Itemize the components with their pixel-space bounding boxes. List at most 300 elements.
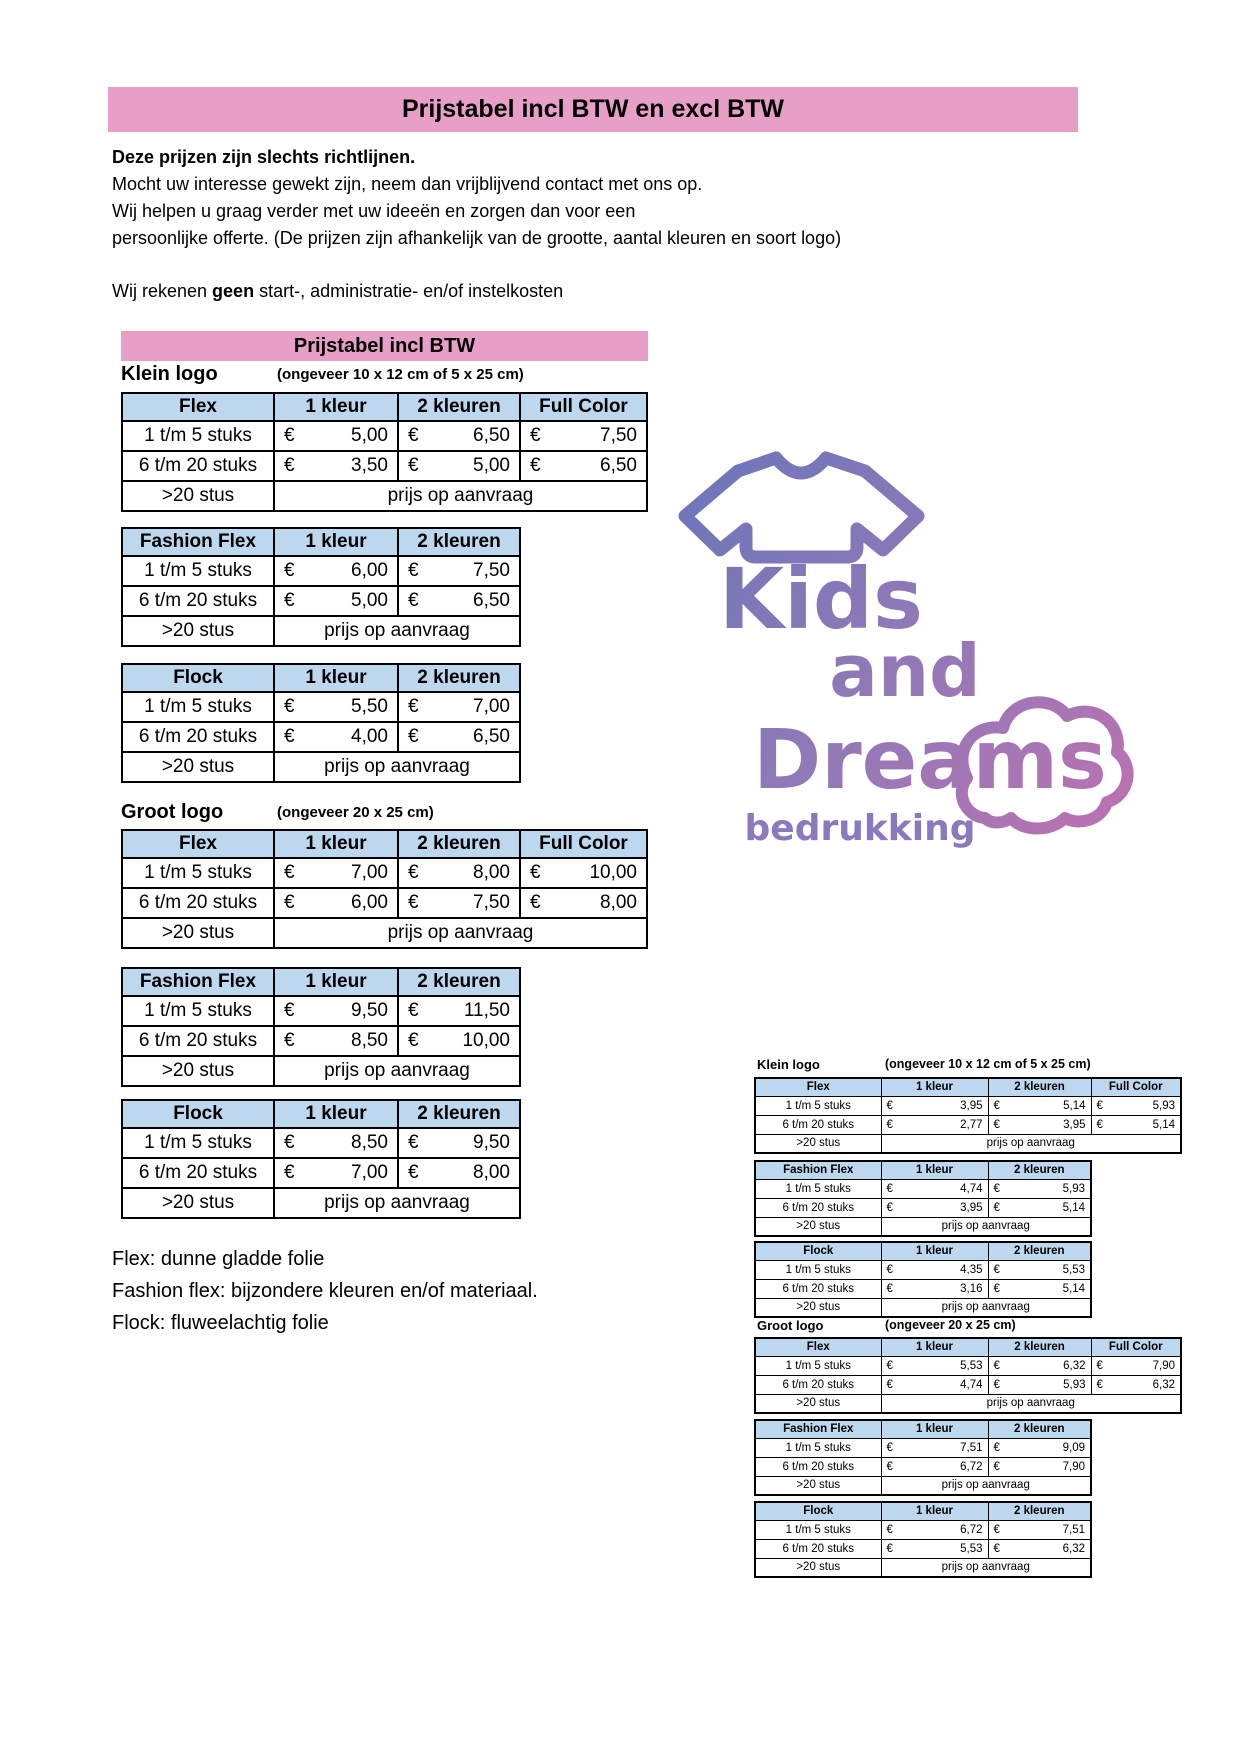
price-cell (881, 1438, 988, 1457)
price-cell (1091, 1096, 1181, 1115)
price-value: 5,50 (351, 696, 388, 717)
euro-sign: € (886, 1378, 893, 1391)
quantity-row-label: 1 t/m 5 stuks (122, 1128, 274, 1158)
price-on-request-cell: prijs op aanvraag (881, 1217, 1091, 1236)
column-header: 1 kleur (274, 1100, 398, 1128)
price-table (121, 1099, 521, 1219)
table-incl-groot-fashion-flex (121, 967, 521, 1087)
legend-flex: Flex: dunne gladde folie (112, 1248, 325, 1270)
table-excl-klein-flock (754, 1241, 1092, 1318)
quantity-row-label: 1 t/m 5 stuks (122, 556, 274, 586)
price-value: 11,50 (463, 1000, 510, 1021)
price-cell (881, 1096, 988, 1115)
euro-sign: € (886, 1359, 893, 1372)
quantity-more-label: >20 stus (755, 1476, 881, 1495)
price-cell (988, 1096, 1091, 1115)
price-value: 5,00 (473, 455, 510, 476)
price-cell (274, 1158, 398, 1188)
price-cell (274, 556, 398, 586)
price-value: 6,50 (473, 425, 510, 446)
price-cell (398, 722, 520, 752)
caption-size-note: (ongeveer 20 x 25 cm) (885, 1318, 1016, 1332)
quantity-more-label: >20 stus (122, 1056, 274, 1086)
table-excl-klein-flex (754, 1077, 1182, 1154)
price-cell (881, 1457, 988, 1476)
column-header: 1 kleur (881, 1161, 988, 1179)
price-value: 8,50 (351, 1030, 388, 1051)
price-cell (398, 556, 520, 586)
fees-suffix: start-, administratie- en/of instelkosten (254, 281, 564, 301)
table-excl-groot-fashion-flex (754, 1419, 1092, 1496)
logo-word-kids: Kids (718, 550, 924, 648)
euro-sign: € (530, 892, 541, 913)
column-header: 2 kleuren (988, 1242, 1091, 1260)
price-cell (881, 1520, 988, 1539)
price-cell (881, 1539, 988, 1558)
price-cell (881, 1356, 988, 1375)
quantity-more-label: >20 stus (755, 1394, 881, 1413)
euro-sign: € (993, 1201, 1000, 1214)
euro-sign: € (993, 1378, 1000, 1391)
quantity-row-label: 1 t/m 5 stuks (755, 1260, 881, 1279)
fees-bold-word: geen (212, 281, 255, 301)
euro-sign: € (284, 726, 295, 747)
price-cell (398, 858, 520, 888)
price-value: 6,50 (600, 455, 637, 476)
column-header: 1 kleur (881, 1078, 988, 1096)
price-cell (1091, 1115, 1181, 1134)
euro-sign: € (530, 455, 541, 476)
price-cell (520, 451, 647, 481)
euro-sign: € (886, 1282, 893, 1295)
price-cell (398, 586, 520, 616)
caption-label: Klein logo (757, 1057, 820, 1072)
price-value: 6,50 (473, 590, 510, 611)
euro-sign: € (408, 455, 419, 476)
caption-label: Klein logo (121, 363, 218, 385)
euro-sign: € (284, 1162, 295, 1183)
price-cell (274, 1026, 398, 1056)
price-value: 2,77 (960, 1118, 983, 1131)
price-value: 7,51 (960, 1441, 983, 1454)
price-cell (988, 1115, 1091, 1134)
price-cell (274, 722, 398, 752)
price-value: 5,53 (960, 1542, 983, 1555)
price-table (754, 1241, 1092, 1318)
price-cell (398, 1128, 520, 1158)
quantity-row-label: 6 t/m 20 stuks (755, 1115, 881, 1134)
euro-sign: € (530, 862, 541, 883)
price-on-request-cell: prijs op aanvraag (881, 1298, 1091, 1317)
price-value: 7,90 (1152, 1359, 1175, 1372)
column-header: 2 kleuren (398, 664, 520, 692)
euro-sign: € (886, 1523, 893, 1536)
price-cell (274, 421, 398, 451)
euro-sign: € (886, 1441, 893, 1454)
euro-sign: € (1096, 1099, 1103, 1112)
price-value: 4,35 (960, 1263, 983, 1276)
price-cell (881, 1279, 988, 1298)
price-cell (398, 996, 520, 1026)
euro-sign: € (408, 726, 419, 747)
euro-sign: € (284, 560, 295, 581)
column-header: 2 kleuren (398, 968, 520, 996)
column-header: 1 kleur (274, 528, 398, 556)
price-cell (398, 1026, 520, 1056)
price-value: 3,95 (960, 1099, 983, 1112)
page-title: Prijstabel incl BTW en excl BTW (108, 87, 1078, 132)
quantity-more-label: >20 stus (122, 616, 274, 646)
price-cell (274, 586, 398, 616)
price-cell (988, 1375, 1091, 1394)
quantity-row-label: 1 t/m 5 stuks (755, 1179, 881, 1198)
table-excl-groot-flock (754, 1501, 1092, 1578)
column-header: 1 kleur (881, 1338, 988, 1356)
price-value: 5,53 (960, 1359, 983, 1372)
fees-prefix: Wij rekenen (112, 281, 213, 301)
column-header: 2 kleuren (398, 1100, 520, 1128)
legend-flock: Flock: fluweelachtig folie (112, 1312, 329, 1334)
euro-sign: € (886, 1460, 893, 1473)
euro-sign: € (886, 1263, 893, 1276)
table-incl-groot-flock (121, 1099, 521, 1219)
euro-sign: € (993, 1523, 1000, 1536)
price-value: 8,50 (351, 1132, 388, 1153)
euro-sign: € (530, 425, 541, 446)
price-cell (881, 1198, 988, 1217)
column-header: Full Color (520, 393, 647, 421)
euro-sign: € (886, 1201, 893, 1214)
price-table (121, 663, 521, 783)
price-value: 6,50 (473, 726, 510, 747)
caption-size-note: (ongeveer 10 x 12 cm of 5 x 25 cm) (885, 1057, 1091, 1071)
quantity-more-label: >20 stus (122, 918, 274, 948)
price-cell (274, 451, 398, 481)
price-on-request-cell: prijs op aanvraag (881, 1134, 1181, 1153)
euro-sign: € (993, 1118, 1000, 1131)
table-incl-groot-flex (121, 829, 648, 949)
price-cell (988, 1539, 1091, 1558)
price-table (754, 1160, 1092, 1237)
column-header: 1 kleur (274, 968, 398, 996)
price-cell (274, 996, 398, 1026)
euro-sign: € (993, 1263, 1000, 1276)
intro-line-guideline: Deze prijzen zijn slechts richtlijnen. (112, 147, 416, 167)
euro-sign: € (993, 1282, 1000, 1295)
price-cell (520, 888, 647, 918)
legend-fashion-flex: Fashion flex: bijzondere kleuren en/of materiaal. (112, 1280, 538, 1302)
column-header: 2 kleuren (988, 1078, 1091, 1096)
price-cell (398, 421, 520, 451)
price-cell (398, 1158, 520, 1188)
caption-size-note: (ongeveer 20 x 25 cm) (277, 804, 434, 821)
table-excl-klein-fashion-flex (754, 1160, 1092, 1237)
euro-sign: € (284, 1030, 295, 1051)
column-header: 2 kleuren (988, 1420, 1091, 1438)
price-value: 8,00 (600, 892, 637, 913)
quantity-row-label: 6 t/m 20 stuks (755, 1198, 881, 1217)
price-value: 3,95 (1063, 1118, 1086, 1131)
price-on-request-cell: prijs op aanvraag (881, 1476, 1091, 1495)
price-on-request-cell: prijs op aanvraag (274, 616, 520, 646)
euro-sign: € (284, 590, 295, 611)
euro-sign: € (993, 1359, 1000, 1372)
euro-sign: € (284, 1000, 295, 1021)
euro-sign: € (993, 1182, 1000, 1195)
price-value: 10,00 (589, 862, 637, 883)
intro-line-contact: Mocht uw interesse gewekt zijn, neem dan vrijblijvend contact met ons op. (112, 174, 703, 194)
quantity-more-label: >20 stus (122, 1188, 274, 1218)
column-header: Full Color (1091, 1338, 1181, 1356)
material-header: Flock (122, 664, 274, 692)
euro-sign: € (886, 1182, 893, 1195)
caption-incl-groot-logo (121, 801, 434, 827)
column-header: 1 kleur (274, 393, 398, 421)
price-cell (881, 1375, 988, 1394)
price-on-request-cell: prijs op aanvraag (274, 918, 647, 948)
quantity-row-label: 1 t/m 5 stuks (755, 1520, 881, 1539)
quantity-row-label: 1 t/m 5 stuks (122, 692, 274, 722)
euro-sign: € (408, 1030, 419, 1051)
euro-sign: € (408, 1132, 419, 1153)
euro-sign: € (408, 560, 419, 581)
price-cell (988, 1179, 1091, 1198)
price-value: 7,50 (473, 892, 510, 913)
quantity-row-label: 6 t/m 20 stuks (122, 888, 274, 918)
price-cell (274, 1128, 398, 1158)
table-excl-groot-flex (754, 1337, 1182, 1414)
quantity-row-label: 1 t/m 5 stuks (755, 1096, 881, 1115)
price-cell (1091, 1375, 1181, 1394)
price-value: 7,00 (351, 1162, 388, 1183)
euro-sign: € (408, 425, 419, 446)
quantity-row-label: 6 t/m 20 stuks (755, 1457, 881, 1476)
price-on-request-cell: prijs op aanvraag (881, 1394, 1181, 1413)
price-value: 6,00 (351, 892, 388, 913)
euro-sign: € (284, 696, 295, 717)
price-value: 9,50 (473, 1132, 510, 1153)
price-value: 3,95 (960, 1201, 983, 1214)
euro-sign: € (284, 455, 295, 476)
intro-paragraph (112, 144, 841, 252)
price-cell (988, 1438, 1091, 1457)
column-header: 2 kleuren (988, 1502, 1091, 1520)
price-value: 4,74 (960, 1378, 983, 1391)
caption-excl-groot-logo (757, 1318, 1016, 1336)
euro-sign: € (886, 1542, 893, 1555)
material-header: Fashion Flex (755, 1161, 881, 1179)
price-cell (988, 1279, 1091, 1298)
quantity-row-label: 1 t/m 5 stuks (122, 996, 274, 1026)
price-value: 5,00 (351, 590, 388, 611)
price-table (121, 967, 521, 1087)
euro-sign: € (408, 1000, 419, 1021)
caption-size-note: (ongeveer 10 x 12 cm of 5 x 25 cm) (277, 366, 524, 383)
caption-label: Groot logo (757, 1318, 824, 1333)
logo-word-dreams: Dreams (753, 713, 1107, 808)
price-value: 7,50 (600, 425, 637, 446)
material-header: Fashion Flex (122, 528, 274, 556)
material-header: Fashion Flex (755, 1420, 881, 1438)
incl-btw-section-title: Prijstabel incl BTW (121, 331, 648, 361)
price-value: 7,00 (351, 862, 388, 883)
quantity-more-label: >20 stus (755, 1558, 881, 1577)
price-value: 5,14 (1062, 1282, 1085, 1295)
price-value: 7,00 (473, 696, 510, 717)
price-value: 5,93 (1062, 1182, 1085, 1195)
price-value: 9,50 (351, 1000, 388, 1021)
price-on-request-cell: prijs op aanvraag (274, 481, 647, 511)
price-value: 7,51 (1062, 1523, 1085, 1536)
quantity-row-label: 1 t/m 5 stuks (122, 421, 274, 451)
price-cell (398, 692, 520, 722)
quantity-more-label: >20 stus (122, 481, 274, 511)
quantity-row-label: 6 t/m 20 stuks (755, 1375, 881, 1394)
logo-word-bedrukking: bedrukking (744, 808, 976, 849)
quantity-row-label: 1 t/m 5 stuks (755, 1356, 881, 1375)
intro-line-help: Wij helpen u graag verder met uw ideeën en zorgen dan voor een (112, 201, 636, 221)
material-legend (112, 1243, 538, 1339)
price-cell (274, 888, 398, 918)
price-value: 5,14 (1063, 1099, 1086, 1112)
quantity-more-label: >20 stus (755, 1298, 881, 1317)
euro-sign: € (408, 1162, 419, 1183)
quantity-row-label: 6 t/m 20 stuks (122, 722, 274, 752)
quantity-row-label: 6 t/m 20 stuks (755, 1279, 881, 1298)
price-cell (274, 692, 398, 722)
euro-sign: € (408, 696, 419, 717)
caption-label: Groot logo (121, 801, 224, 823)
euro-sign: € (993, 1542, 1000, 1555)
price-cell (398, 888, 520, 918)
price-cell (1091, 1356, 1181, 1375)
price-cell (881, 1115, 988, 1134)
euro-sign: € (284, 862, 295, 883)
price-table (754, 1501, 1092, 1578)
quantity-row-label: 6 t/m 20 stuks (122, 1158, 274, 1188)
table-incl-klein-flock (121, 663, 521, 783)
material-header: Flex (122, 830, 274, 858)
no-fees-line (112, 281, 563, 302)
euro-sign: € (284, 892, 295, 913)
quantity-row-label: 6 t/m 20 stuks (755, 1539, 881, 1558)
price-value: 5,93 (1152, 1099, 1175, 1112)
price-cell (988, 1457, 1091, 1476)
euro-sign: € (284, 1132, 295, 1153)
price-cell (988, 1198, 1091, 1217)
euro-sign: € (408, 892, 419, 913)
price-on-request-cell: prijs op aanvraag (274, 1056, 520, 1086)
euro-sign: € (993, 1099, 1000, 1112)
price-table (754, 1077, 1182, 1154)
material-header: Flock (755, 1502, 881, 1520)
euro-sign: € (408, 590, 419, 611)
price-cell (520, 858, 647, 888)
price-on-request-cell: prijs op aanvraag (881, 1558, 1091, 1577)
column-header: 2 kleuren (398, 830, 520, 858)
intro-line-offer: persoonlijke offerte. (De prijzen zijn afhankelijk van de grootte, aantal kleuren en soort logo) (112, 228, 842, 248)
material-header: Flex (755, 1338, 881, 1356)
quantity-more-label: >20 stus (122, 752, 274, 782)
euro-sign: € (886, 1099, 893, 1112)
price-value: 9,09 (1062, 1441, 1085, 1454)
column-header: 1 kleur (274, 830, 398, 858)
quantity-more-label: >20 stus (755, 1217, 881, 1236)
price-value: 5,14 (1152, 1118, 1175, 1131)
price-value: 4,74 (960, 1182, 983, 1195)
column-header: 1 kleur (881, 1242, 988, 1260)
price-table (121, 829, 648, 949)
column-header: Full Color (520, 830, 647, 858)
price-value: 4,00 (351, 726, 388, 747)
kids-and-dreams-logo (655, 428, 1145, 853)
price-value: 6,72 (960, 1523, 983, 1536)
euro-sign: € (993, 1441, 1000, 1454)
price-value: 8,00 (473, 1162, 510, 1183)
euro-sign: € (408, 862, 419, 883)
column-header: Full Color (1091, 1078, 1181, 1096)
price-table (121, 527, 521, 647)
price-value: 6,00 (351, 560, 388, 581)
quantity-row-label: 6 t/m 20 stuks (122, 1026, 274, 1056)
price-value: 10,00 (462, 1030, 510, 1051)
logo-word-and: and (829, 629, 981, 713)
price-cell (988, 1520, 1091, 1539)
quantity-row-label: 1 t/m 5 stuks (755, 1438, 881, 1457)
column-header: 1 kleur (881, 1502, 988, 1520)
price-cell (398, 451, 520, 481)
tshirt-icon (685, 458, 918, 557)
price-value: 6,32 (1063, 1359, 1086, 1372)
price-value: 5,14 (1062, 1201, 1085, 1214)
quantity-row-label: 6 t/m 20 stuks (122, 586, 274, 616)
price-value: 3,16 (960, 1282, 983, 1295)
price-value: 7,50 (473, 560, 510, 581)
price-cell (274, 858, 398, 888)
price-table (754, 1337, 1182, 1414)
price-value: 8,00 (473, 862, 510, 883)
price-cell (881, 1179, 988, 1198)
price-on-request-cell: prijs op aanvraag (274, 752, 520, 782)
quantity-row-label: 1 t/m 5 stuks (122, 858, 274, 888)
caption-excl-klein-logo (757, 1057, 1091, 1075)
material-header: Fashion Flex (122, 968, 274, 996)
euro-sign: € (886, 1118, 893, 1131)
price-value: 6,72 (960, 1460, 983, 1473)
column-header: 2 kleuren (988, 1161, 1091, 1179)
price-value: 6,32 (1062, 1542, 1085, 1555)
price-cell (881, 1260, 988, 1279)
column-header: 2 kleuren (398, 528, 520, 556)
price-table (754, 1419, 1092, 1496)
material-header: Flex (122, 393, 274, 421)
price-value: 6,32 (1152, 1378, 1175, 1391)
table-incl-klein-flex (121, 392, 648, 512)
price-value: 7,90 (1062, 1460, 1085, 1473)
price-cell (988, 1260, 1091, 1279)
material-header: Flock (755, 1242, 881, 1260)
caption-incl-klein-logo (121, 363, 524, 389)
column-header: 1 kleur (274, 664, 398, 692)
euro-sign: € (1096, 1359, 1103, 1372)
table-incl-klein-fashion-flex (121, 527, 521, 647)
quantity-row-label: 6 t/m 20 stuks (122, 451, 274, 481)
price-table (121, 392, 648, 512)
price-value: 5,53 (1062, 1263, 1085, 1276)
price-on-request-cell: prijs op aanvraag (274, 1188, 520, 1218)
euro-sign: € (1096, 1378, 1103, 1391)
column-header: 2 kleuren (988, 1338, 1091, 1356)
